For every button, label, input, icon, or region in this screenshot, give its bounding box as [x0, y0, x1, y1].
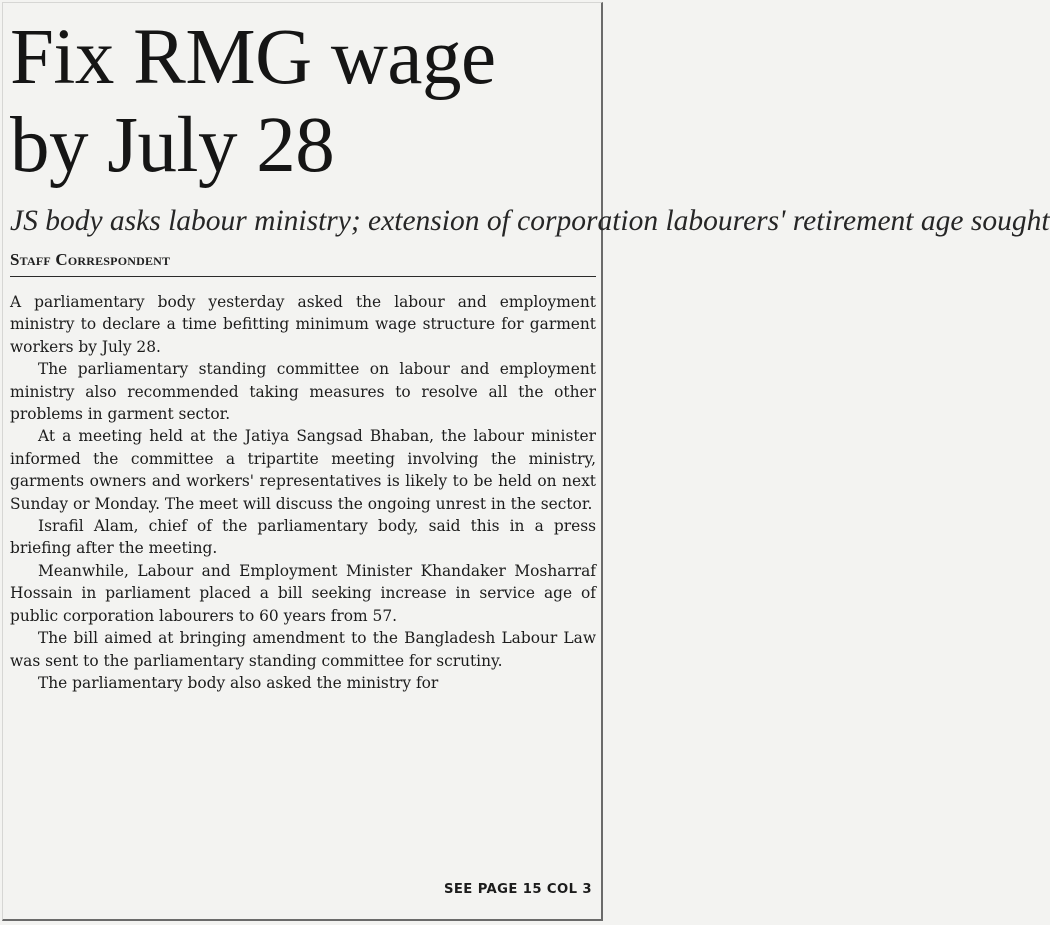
headline-line-2: by July 28	[10, 102, 335, 189]
paragraph-3: At a meeting held at the Jatiya Sangsad Bhaban, the labour minister informed the committee a tripartite meeting involving the ministry, garments owners and workers' representatives is likely to be held on next Sunday or Monday. The meet will discuss the ongoing unrest in the sector.	[10, 427, 596, 513]
article-body	[10, 291, 596, 694]
paragraph-7: The parliamentary body also asked the ministry for	[38, 673, 439, 692]
continuation-jump-line: SEE PAGE 15 COL 3	[444, 882, 592, 897]
paragraph-1: A parliamentary body yesterday asked the labour and employment ministry to declare a time befitting minimum wage structure for garment workers by July 28.	[10, 293, 596, 356]
byline: Staff Correspondent	[10, 250, 596, 277]
subheadline	[10, 204, 1050, 238]
news-article	[10, 14, 1050, 694]
paragraph-4: Israfil Alam, chief of the parliamentary body, said this in a press briefing after the meeting.	[10, 517, 596, 558]
paragraph-6: The bill aimed at bringing amendment to the Bangladesh Labour Law was sent to the parliamentary standing committee for scrutiny.	[10, 629, 596, 670]
paragraph-2: The parliamentary standing committee on labour and employment ministry also recommended taking measures to resolve all the other problems in garment sector.	[10, 360, 596, 424]
paragraph-5: Meanwhile, Labour and Employment Minister Khandaker Mosharraf Hossain in parliament placed a bill seeking increase in service age of public corporation labourers to 60 years from 57.	[10, 561, 596, 625]
headline	[10, 14, 596, 190]
subhead-text: JS body asks labour ministry; extension of corporation labourers' retirement age sought	[10, 205, 1050, 237]
headline-line-1: Fix RMG wage	[10, 14, 496, 101]
